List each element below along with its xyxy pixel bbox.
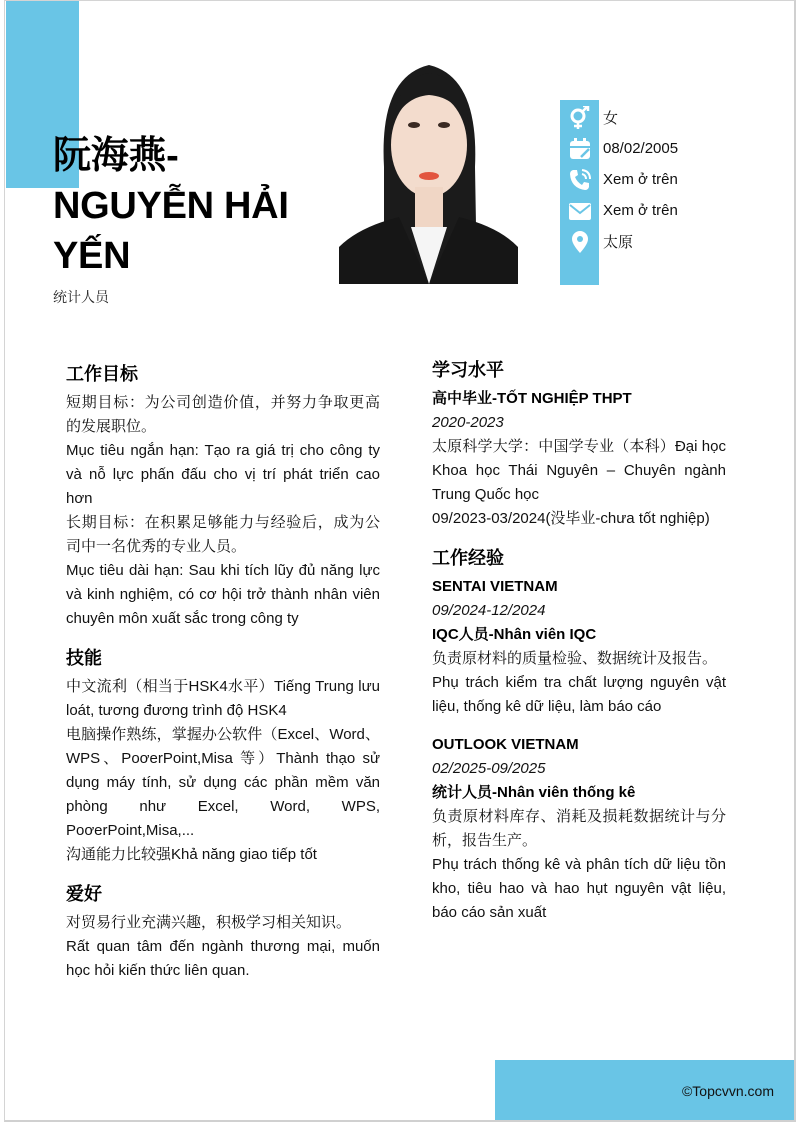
location-icon [560, 226, 599, 257]
section-title-education: 学习水平 [432, 360, 504, 380]
job-period: 09/2024-12/2024 [432, 602, 546, 619]
section-education [432, 357, 726, 531]
skill-item: 中文流利（相当于HSK4水平）Tiếng Trung lưu loát, tương đương trình độ HSK4 [66, 678, 380, 719]
contact-location: 太原 [603, 234, 634, 251]
job-description: Phụ trách kiểm tra chất lượng nguyên vật liệu, thống kê dữ liệu, làm báo cáo [432, 674, 726, 715]
section-title-skills: 技能 [66, 648, 102, 668]
education-detail: 太原科学大学：中国学专业（本科）Đại học Khoa học Thái Nguyên – Chuyên ngành Trung Quốc học [432, 438, 726, 503]
section-objective [66, 361, 380, 631]
hobby-item: 对贸易行业充满兴趣，积极学习相关知识。 [66, 914, 352, 931]
name-line-chinese: 阮海燕- [53, 135, 179, 177]
education-degree: 高中毕业-TỐT NGHIỆP THPT [432, 390, 632, 407]
contact-birthday: 08/02/2005 [603, 140, 679, 157]
candidate-name [53, 131, 333, 281]
hobby-item: Rất quan tâm đến ngành thương mại, muốn học hỏi kiến thức liên quan. [66, 938, 380, 979]
contact-list [560, 102, 780, 257]
objective-paragraph: Mục tiêu ngắn hạn: Tạo ra giá trị cho công ty và nỗ lực phấn đấu cho vị trí phát triển cao hơn [66, 442, 380, 507]
contact-phone: Xem ở trên [603, 171, 678, 188]
job-period: 02/2025-09/2025 [432, 760, 546, 777]
name-line-vietnamese-1: NGUYỄN HẢI [53, 185, 289, 227]
calendar-icon [560, 133, 599, 164]
profile-photo [339, 57, 518, 284]
job-company: OUTLOOK VIETNAM [432, 736, 579, 753]
phone-icon [560, 164, 599, 195]
skill-item: 沟通能力比较强Khả năng giao tiếp tốt [66, 846, 317, 863]
contact-item-gender [560, 102, 780, 133]
header [53, 131, 333, 307]
section-hobbies [66, 881, 380, 983]
education-period: 2020-2023 [432, 414, 504, 431]
objective-paragraph: Mục tiêu dài hạn: Sau khi tích lũy đủ năng lực và kinh nghiệm, có cơ hội trở thành nhân viên chuyên môn xuất sắc trong công ty [66, 562, 380, 627]
footer-credit: ©Topcvvn.com [681, 1082, 774, 1099]
objective-paragraph: 短期目标：为公司创造价值，并努力争取更高的发展职位。 [66, 394, 380, 435]
footer-accent-bar [495, 1060, 796, 1121]
portrait-image [339, 57, 518, 284]
job-company: SENTAI VIETNAM [432, 578, 558, 595]
left-column [66, 361, 380, 997]
contact-item-phone [560, 164, 780, 195]
skill-item: 电脑操作熟练，掌握办公软件（Excel、Word、WPS、PoơerPoint,Misa 等）Thành thạo sử dụng máy tính, sử dụng các phần mềm văn phòng như Excel, Word, WPS, PoơerPoint,Misa,... [66, 726, 380, 839]
right-column [432, 357, 726, 939]
contact-item-birthday [560, 133, 780, 164]
section-experience [432, 545, 726, 925]
job-entry [432, 733, 726, 925]
contact-item-email [560, 195, 780, 226]
job-position: IQC人员-Nhân viên IQC [432, 626, 597, 643]
email-icon [560, 195, 599, 226]
contact-gender: 女 [603, 110, 619, 127]
cv-page [4, 0, 796, 1122]
section-title-experience: 工作经验 [432, 548, 504, 568]
job-description: 负责原材料库存、消耗及损耗数据统计与分析，报告生产。 [432, 808, 726, 849]
education-detail: 09/2023-03/2024(没毕业-chưa tốt nghiệp) [432, 510, 710, 527]
name-line-vietnamese-2: YẾN [53, 235, 131, 277]
job-description: Phụ trách thống kê và phân tích dữ liệu tồn kho, tiêu hao và hao hụt nguyên vật liệu, báo cáo sản xuất [432, 856, 726, 921]
contact-email: Xem ở trên [603, 202, 678, 219]
section-skills [66, 645, 380, 867]
section-title-hobbies: 爱好 [66, 884, 102, 904]
job-entry [432, 575, 726, 719]
job-position: 统计人员-Nhân viên thống kê [432, 784, 636, 801]
section-title-objective: 工作目标 [66, 364, 138, 384]
objective-paragraph: 长期目标：在积累足够能力与经验后，成为公司中一名优秀的专业人员。 [66, 514, 380, 555]
contact-item-location [560, 226, 780, 257]
job-description: 负责原材料的质量检验、数据统计及报告。 [432, 650, 718, 667]
job-title: 统计人员 [53, 289, 109, 305]
gender-icon [560, 102, 599, 133]
